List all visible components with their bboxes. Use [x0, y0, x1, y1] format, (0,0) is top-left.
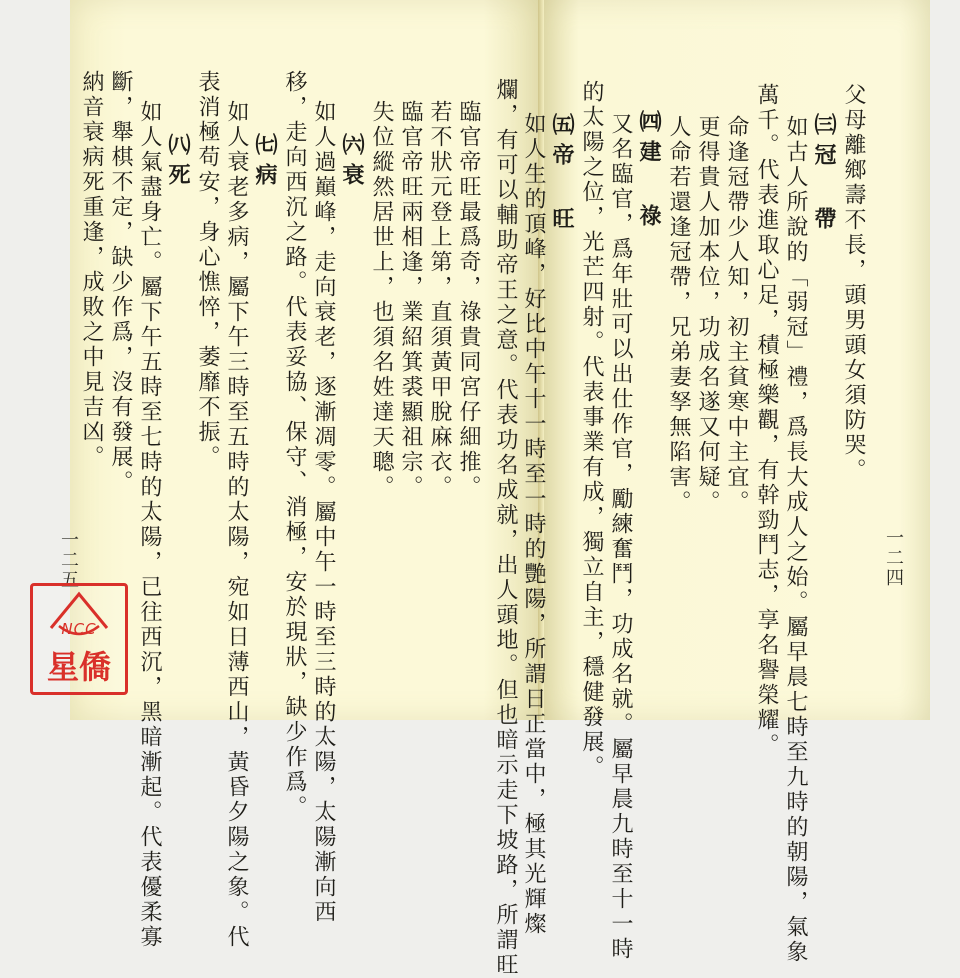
left-heading-shuai: ㈥衰 — [339, 133, 365, 193]
right-col-1: 父母離鄉壽不長，頭男頭女須防哭。 — [841, 83, 866, 483]
left-page-number: 一二五 — [58, 530, 79, 590]
right-heading-jianlu: ㈣建 祿 — [636, 110, 662, 234]
stamp-ncc-text: NCC — [61, 620, 97, 638]
ncc-stamp-logo — [30, 583, 128, 695]
left-col-13: 斷，舉棋不定，缺少作爲，沒有發展。 — [108, 70, 133, 495]
left-heading-si: ㈧死 — [165, 133, 191, 193]
left-col-2: 若不狀元登上第，直須黃甲脫麻衣。 — [427, 100, 452, 500]
left-col-10: 表消極苟安，身心憔悴，萎靡不振。 — [195, 70, 220, 470]
right-page-number: 一二四 — [883, 528, 904, 588]
right-col-10: 的太陽之位，光芒四射。代表事業有成，獨立自主，穩健發展。 — [579, 80, 604, 780]
right-col-3: 如古人所說的「弱冠」禮，爲長大成人之始。屬早晨七時至九時的朝陽，氣象 — [783, 115, 808, 965]
right-col-5: 命逢冠帶少人知，初主貧寒中主宜。 — [724, 115, 749, 515]
left-col-6: 如人過巔峰，走向衰老，逐漸凋零。屬中午一時至三時的太陽，太陽漸向西 — [311, 100, 336, 925]
left-col-12: 如人氣盡身亡。屬下午五時至七時的太陽，已往西沉，黑暗漸起。代表優柔寡 — [137, 100, 162, 950]
right-col-9: 又名臨官，爲年壯可以出仕作官，勵練奮鬥，功成名就。屬早晨九時至十一時 — [608, 112, 633, 962]
left-col-1: 臨官帝旺最爲奇，祿貴同宮仔細推。 — [456, 100, 481, 500]
left-col-7: 移，走向西沉之路。代表妥協、保守、消極，安於現狀，缺少作爲。 — [282, 70, 307, 820]
right-col-4: 萬千。代表進取心足，積極樂觀，有幹勁鬥志，享名譽榮耀。 — [754, 83, 779, 758]
right-col-13: 爛，有可以輔助帝王之意。代表功名成就，出人頭地。但也暗示走下坡路，所謂旺 — [493, 78, 518, 978]
stamp-chinese-text: 星僑 — [46, 648, 111, 686]
right-heading-diwang: ㈤帝 旺 — [549, 113, 575, 237]
left-col-3: 臨官帝旺兩相逢，業紹箕裘顯祖宗。 — [398, 100, 423, 500]
left-col-14: 納音衰病死重逢，成敗之中見吉凶。 — [79, 70, 104, 470]
left-col-9: 如人衰老多病，屬下午三時至五時的太陽，宛如日薄西山，黃昏夕陽之象。代 — [224, 100, 249, 950]
right-col-6: 更得貴人加本位，功成名遂又何疑。 — [695, 115, 720, 515]
right-col-7: 人命若還逢冠帶，兄弟妻孥無陷害。 — [666, 115, 691, 515]
left-heading-bing: ㈦病 — [252, 133, 278, 193]
left-col-4: 失位縱然居世上，也須名姓達天聰。 — [369, 100, 394, 500]
right-heading-guandai: ㈢冠 帶 — [811, 113, 837, 237]
right-col-12: 如人生的頂峰，好比中午十一時至一時的艷陽，所謂日正當中，極其光輝燦 — [521, 112, 546, 937]
